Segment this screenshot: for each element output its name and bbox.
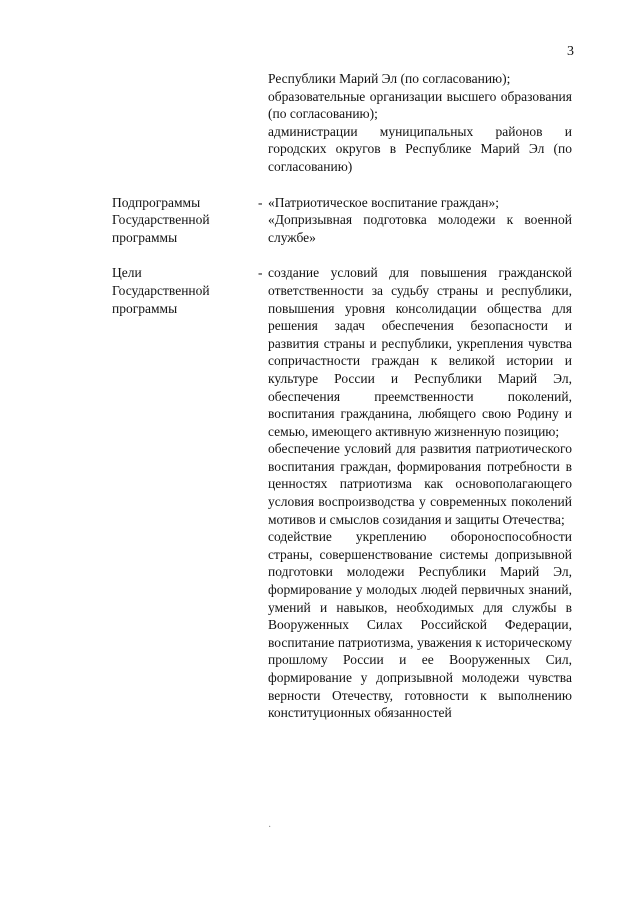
- row-content: [268, 264, 572, 721]
- row-subprograms: [0, 194, 640, 247]
- content-paragraph: образовательные организации высшего образования (по согласованию);: [268, 88, 572, 122]
- row-executors-continued: [0, 70, 640, 176]
- content-paragraph: «Патриотическое воспитание граждан»;: [268, 194, 500, 210]
- row-dash: -: [258, 194, 263, 210]
- content-paragraph: обеспечение условий для развития патриотического воспитания граждан, формирования потребности в ценностях патриотизма как основополагающего условия воспроизводства у современных поколений мотивов и смыслов созидания и защиты Отечества;: [268, 441, 572, 527]
- row-label: [112, 194, 262, 247]
- page-number: 3: [567, 44, 574, 59]
- row-label-line: Государственной: [112, 282, 210, 298]
- row-label: [112, 264, 262, 317]
- passport-table: [0, 70, 640, 722]
- content-paragraph: администрации муниципальных районов и городских округов в Республике Марий Эл (по согласованию): [268, 123, 572, 174]
- content-paragraph: содействие укреплению обороноспособности страны, совершенствование системы допризывной подготовки молодежи Республики Марий Эл, формирование у молодых людей первичных знаний, умений и навыков, необходимых для службы в Вооруженных Силах Российской Федерации, воспитание патриотизма, уважения к историческому прошлому России и ее Вооруженных Сил, формирование у допризывной молодежи чувства верности Отечеству, готовности к выполнению конституционных обязанностей: [268, 529, 572, 721]
- content-paragraph: Республики Марий Эл (по согласованию);: [268, 71, 511, 86]
- row-goals: [0, 264, 640, 721]
- row-content: [268, 194, 572, 247]
- row-label-line: Подпрограммы: [112, 194, 201, 210]
- row-label-line: программы: [112, 300, 178, 316]
- row-dash: -: [258, 265, 263, 281]
- scan-speck: ·: [268, 822, 272, 833]
- row-label-line: Государственной: [112, 212, 210, 228]
- content-paragraph: «Допризывная подготовка молодежи к военной службе»: [268, 212, 572, 245]
- row-label-line: Цели: [112, 265, 142, 281]
- row-content: [268, 70, 572, 176]
- row-label-line: программы: [112, 229, 178, 245]
- content-paragraph: создание условий для повышения гражданской ответственности за судьбу страны и республики, повышения уровня консолидации общества для решения задач обеспечения безопасности и развития страны и республики, укрепления чувства сопричастности граждан к великой истории и культуре России и Республики Марий Эл, обеспечения преемственности поколений, воспитания гражданина, любящего свою Родину и семью, имеющего активную жизненную позицию;: [268, 265, 572, 439]
